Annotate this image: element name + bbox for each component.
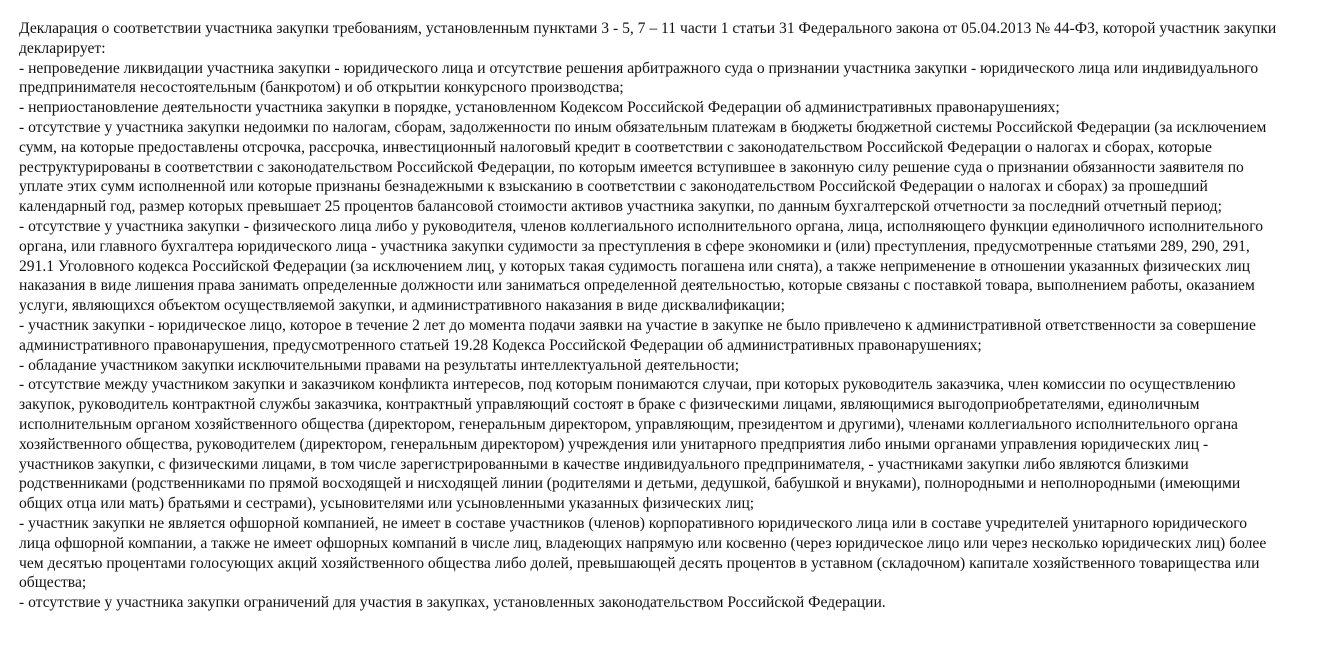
- text-line: закупок, руководитель контрактной службы заказчика, контрактный управляющий состоят в браке с физическими лицами, являющимися выгодоприобретателями, единоличным: [19, 396, 1200, 414]
- text-line: - обладание участником закупки исключительными правами на результаты интеллектуальной деятельности;: [19, 356, 740, 374]
- text-line: участников закупки, с физическими лицами, в том числе зарегистрированными в качестве индивидуального предпринимателя, - участниками закупки либо являются близкими: [19, 455, 1189, 473]
- text-line: - неприостановление деятельности участника закупки в порядке, установленном Кодексом Российской Федерации об административных правонарушениях;: [19, 99, 1060, 117]
- text-line: общих отца или мать) братьями и сестрами), усыновителями или усыновленными указанных физических лиц;: [19, 495, 755, 513]
- text-line: сумм, на которые предоставлены отсрочка, рассрочка, инвестиционный налоговый кредит в соответствии с законодательством Российской Федерации о налогах и сборах, которые: [19, 138, 1212, 156]
- text-line: родственниками (родственниками по прямой восходящей и нисходящей линии (родителями и детьми, дедушкой, бабушкой и внуками), полнородными и неполнородными (имеющими: [19, 475, 1241, 493]
- text-line: декларирует:: [19, 39, 106, 57]
- text-line: исполнительным органом хозяйственного общества (директором, генеральным директором, управляющим, президентом и другими), членами коллегиального исполнительного органа: [19, 415, 1238, 433]
- declaration-text: [19, 19, 1317, 613]
- text-line: чем десятью процентами голосующих акций хозяйственного общества либо долей, превышающей десять процентов в уставном (складочном) капитале хозяйственного товарищества или: [19, 554, 1260, 572]
- text-line: - отсутствие у участника закупки ограничений для участия в закупках, установленных законодательством Российской Федерации.: [19, 594, 886, 612]
- text-line: календарный год, размер которых превышает 25 процентов балансовой стоимости активов участника закупки, по данным бухгалтерской отчетности за последний отчетный период;: [19, 198, 1222, 216]
- text-line: - участник закупки - юридическое лицо, которое в течение 2 лет до момента подачи заявки на участие в закупке не было привлечено к административной ответственности за совершение: [19, 316, 1256, 334]
- text-line: услуги, являющихся объектом осуществляемой закупки, и административного наказания в виде дисквалификации;: [19, 297, 785, 315]
- text-line: лица офшорной компании, а также не имеет офшорных компаний в числе лиц, владеющих напрямую или косвенно (через юридическое лицо или через несколько юридических лиц) более: [19, 534, 1267, 552]
- text-line: - отсутствие у участника закупки недоимки по налогам, сборам, задолженности по иным обязательным платежам в бюджеты бюджетной системы Российской Федерации (за исключением: [19, 118, 1267, 136]
- text-line: - непроведение ликвидации участника закупки - юридического лица и отсутствие решения арбитражного суда о признании участника закупки - юридического лица или индивидуального: [19, 59, 1259, 77]
- text-line: хозяйственного общества, руководителем (директором, генеральным директором) учреждения или унитарного предприятия либо иными органами управления юридических лиц -: [19, 435, 1209, 453]
- text-line: предпринимателя несостоятельным (банкротом) и об открытии конкурсного производства;: [19, 79, 624, 97]
- text-line: реструктурированы в соответствии с законодательством Российской Федерации, по которым имеется вступившее в законную силу решение суда о признании обязанности заявителя по: [19, 158, 1244, 176]
- text-line: наказания в виде лишения права занимать определенные должности или заниматься определенной деятельностью, которые связаны с поставкой товара, выполнением работы, оказанием: [19, 277, 1255, 295]
- text-line: административного правонарушения, предусмотренного статьей 19.28 Кодекса Российской Федерации об административных правонарушениях;: [19, 336, 982, 354]
- text-line: Декларация о соответствии участника закупки требованиям, установленным пунктами 3 - 5, 7 – 11 части 1 статьи 31 Федерального закона от 05.04.2013 № 44-ФЗ, которой участник закупки: [19, 20, 1277, 37]
- text-line: органа, или главного бухгалтера юридического лица - участника закупки судимости за преступления в сфере экономики и (или) преступления, предусмотренные статьями 289, 290, 291,: [19, 237, 1250, 255]
- text-line: - отсутствие у участника закупки - физического лица либо у руководителя, членов коллегиального исполнительного органа, лица, исполняющего функции единоличного исполнительного: [19, 217, 1263, 235]
- text-line: общества;: [19, 574, 87, 592]
- text-line: - участник закупки не является офшорной компанией, не имеет в составе участников (членов) корпоративного юридического лица или в составе учредителей унитарного юридического: [19, 514, 1248, 532]
- text-line: - отсутствие между участником закупки и заказчиком конфликта интересов, под которым понимаются случаи, при которых руководитель заказчика, член комиссии по осуществлению: [19, 376, 1236, 394]
- text-line: уплате этих сумм исполненной или которые признаны безнадежными к взысканию в соответствии с законодательством Российской Федерации о налогах и сборах) за прошедший: [19, 178, 1208, 196]
- text-line: 291.1 Уголовного кодекса Российской Федерации (за исключением лиц, у которых такая судимость погашена или снята), а также неприменение в отношении указанных физических лиц: [19, 257, 1251, 275]
